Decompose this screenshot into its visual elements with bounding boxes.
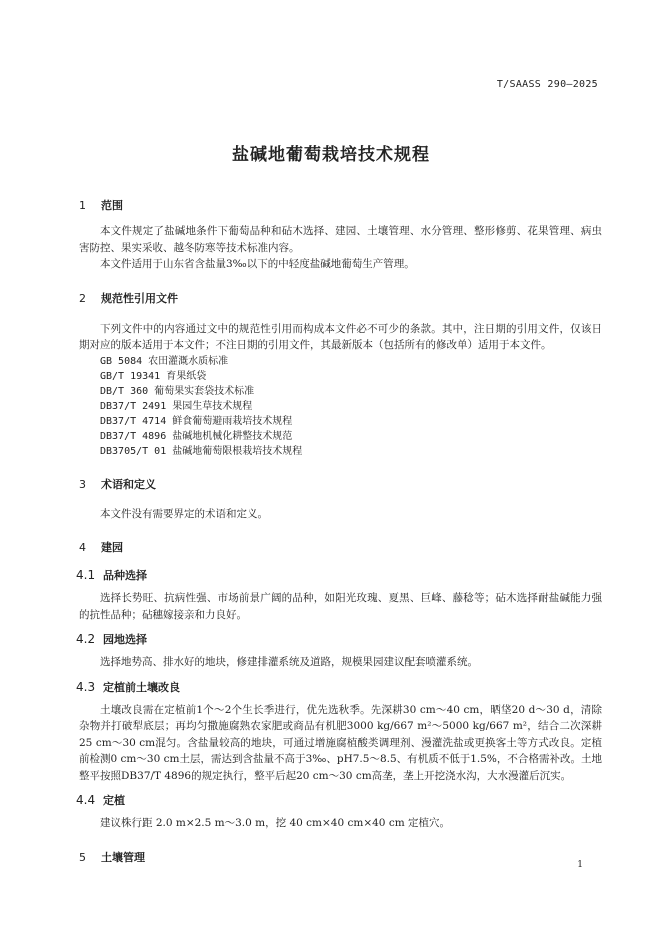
subsection-number: 4.3: [76, 679, 96, 694]
reference-title: 育果纸袋: [166, 370, 207, 382]
reference-item: [79, 399, 602, 414]
subsection-title: 定植前土壤改良: [103, 680, 180, 694]
paragraph: 下列文件中的内容通过文中的规范性引用而构成本文件必不可少的条款。其中，注日期的引用文件，仅该日期对应的版本适用于本文件；不注日期的引用文件，其最新版本（包括所有的修改单）适用于本文件。: [79, 322, 602, 351]
section-title: 土壤管理: [101, 850, 145, 864]
paragraph: 本文件规定了盐碱地条件下葡萄品种和砧木选择、建园、土壤管理、水分管理、整形修剪、花果管理、病虫害防控、果实采收、越冬防寒等技术标准内容。: [79, 225, 602, 254]
reference-title: 盐碱地葡萄限根栽培技术规程: [172, 445, 303, 457]
reference-item: [79, 429, 602, 444]
reference-item: [79, 369, 602, 384]
section-title: 术语和定义: [101, 477, 156, 491]
subsection-heading-4-4: [76, 792, 602, 808]
reference-title: 葡萄果实套袋技术标准: [154, 385, 255, 397]
paragraph: 本文件适用于山东省含盐量3‰以下的中轻度盐碱地葡萄生产管理。: [100, 258, 415, 270]
section-number: 4: [79, 541, 86, 554]
subsection-heading-4-3: [76, 679, 602, 695]
reference-code: DB3705/T 01: [100, 445, 167, 457]
section-heading-3: [79, 476, 602, 492]
paragraph: 选择地势高、排水好的地块，修建排灌系统及道路，规模果园建议配套喷灌系统。: [100, 656, 478, 668]
section-title: 规范性引用文件: [101, 291, 178, 305]
reference-item: [79, 384, 602, 399]
section-heading-2: [79, 290, 602, 306]
section-title: 建园: [101, 541, 123, 554]
reference-item: [79, 414, 602, 429]
subsection-number: 4.2: [76, 632, 96, 646]
reference-title: 果园生草技术规程: [172, 400, 253, 412]
subsection-number: 4.1: [76, 568, 96, 582]
reference-code: DB37/T 4714: [100, 415, 167, 427]
reference-code: GB/T 19341: [100, 370, 161, 382]
paragraph: 选择长势旺、抗病性强、市场前景广阔的品种，如阳光玫瑰、夏黑、巨峰、藤稔等；砧木选择耐盐碱能力强的抗性品种；砧穗嫁接亲和力良好。: [79, 592, 602, 621]
document-body: [76, 197, 602, 865]
reference-code: GB 5084: [100, 355, 143, 367]
subsection-title: 品种选择: [103, 569, 147, 582]
subsection-title: 园地选择: [103, 633, 147, 646]
subsection-heading-4-1: [76, 567, 602, 583]
section-number: 2: [79, 291, 86, 305]
reference-list: [79, 354, 602, 459]
reference-title: 鲜食葡萄避雨栽培技术规程: [172, 415, 293, 427]
reference-title: 盐碱地机械化耕整技术规范: [172, 430, 293, 442]
section-title: 范围: [101, 199, 123, 212]
section-heading-4: [79, 539, 602, 555]
paragraph: 土壤改良需在定植前1个～2个生长季进行，优先选秋季。先深耕30 cm～40 cm，晒垡20 d～30 d，清除杂物并打破犁底层；再均匀撒施腐熟农家肥或商品有机肥3000 kg/667 m²～5000 kg/667 m²，结合二次深耕25 cm～30 cm混匀。含盐量较高的地块，可通过增施腐植酸类调理剂、漫灌洗盐或更换客土等方式改良。定植前检测0 cm～30 cm土层，需达到含盐量不高于3‰、pH7.5～8.5、有机质不低于1.5%，不合格需补改。土地整平按照DB37/T 4896的规定执行，整平后起20 cm～30 cm高垄，垄上开挖浇水沟，大水漫灌后沉实。: [79, 703, 602, 782]
page-title: 盐碱地葡萄栽培技术规程: [232, 145, 430, 165]
section-number: 1: [79, 199, 86, 212]
page-number: 1: [577, 860, 583, 870]
paragraph: 本文件没有需要界定的术语和定义。: [100, 507, 268, 520]
subsection-number: 4.4: [76, 793, 96, 807]
reference-item: [79, 444, 602, 459]
reference-code: DB37/T 2491: [100, 400, 167, 412]
subsection-title: 定植: [103, 794, 125, 807]
subsection-heading-4-2: [76, 631, 602, 647]
section-number: 3: [79, 477, 86, 491]
document-code: T/SAASS 290—2025: [496, 79, 598, 90]
reference-code: DB/T 360: [100, 385, 149, 397]
section-heading-1: [79, 197, 602, 213]
reference-title: 农田灌溉水质标准: [148, 355, 229, 367]
paragraph: 建议株行距 2.0 m×2.5 m～3.0 m，挖 40 cm×40 cm×40 cm 定植穴。: [100, 817, 450, 829]
reference-item: [79, 354, 602, 369]
reference-code: DB37/T 4896: [100, 430, 167, 442]
section-heading-5: [79, 849, 602, 865]
section-number: 5: [79, 850, 86, 864]
